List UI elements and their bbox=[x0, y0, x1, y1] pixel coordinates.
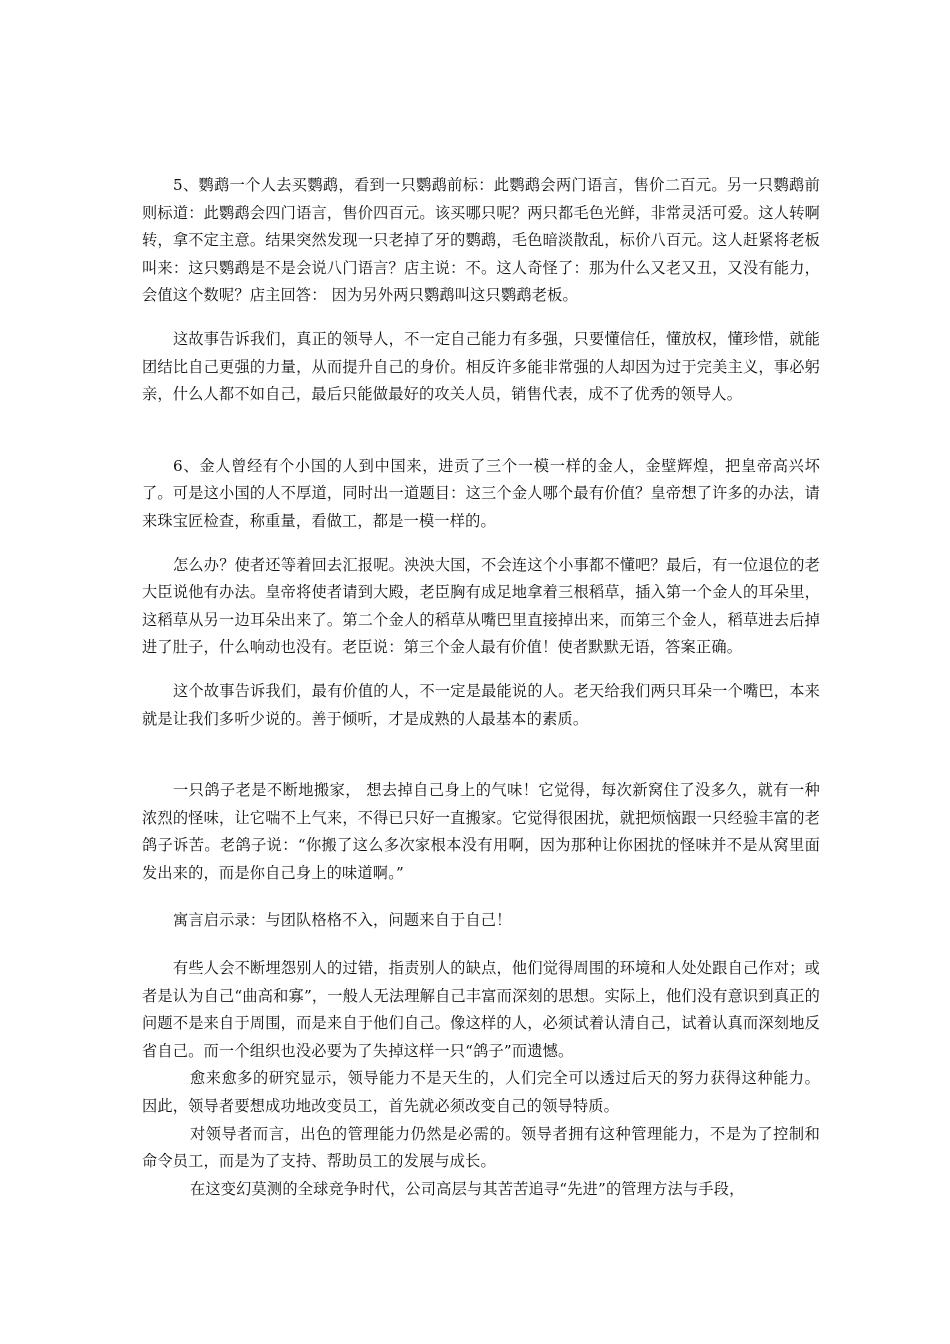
paragraph-golden-statue-lesson: 这个故事告诉我们，最有价值的人，不一定是最能说的人。老天给我们两只耳朵一个嘴巴，本来就是让我们多听少说的。善于倾听，才是成熟的人最基本的素质。 bbox=[142, 681, 820, 728]
paragraph-golden-statue-answer: 怎么办？使者还等着回去汇报呢。泱泱大国，不会连这个小事都不懂吧？最后，有一位退位的老大臣说他有办法。皇帝将使者请到大殿，老臣胸有成足地拿着三根稻草，插入第一个金人的耳朵里，这稻草从另一边耳朵出来了。第二个金人的稻草从嘴巴里直接掉出来，而第三个金人，稻草进去后掉进了肚子，什么响动也没有。老臣说：第三个金人最有价值！使者默默无语，答案正确。 bbox=[142, 555, 820, 657]
paragraph-management-ability: 对领导者而言，出色的管理能力仍然是必需的。领导者拥有这种管理能力，不是为了控制和命令员工，而是为了支持、帮助员工的发展与成长。 bbox=[142, 1124, 820, 1171]
paragraph-golden-statue-story: 6、金人曾经有个小国的人到中国来，进贡了三个一模一样的金人，金壁辉煌，把皇帝高兴坏了。可是这小国的人不厚道，同时出一道题目：这三个金人哪个最有价值？皇帝想了许多的办法，请来珠宝匠检查，称重量，看做工，都是一模一样的。 bbox=[142, 456, 820, 530]
paragraph-fable-insight: 寓言启示录：与团队格格不入，问题来自于自己！ bbox=[173, 911, 512, 930]
paragraph-parrot-lesson: 这故事告诉我们，真正的领导人，不一定自己能力有多强，只要懂信任，懂放权，懂珍惜，就能团结比自己更强的力量，从而提升自己的身价。相反许多能非常强的人却因为过于完美主义，事必躬亲，什么人都不如自己，最后只能做最好的攻关人员，销售代表，成不了优秀的领导人。 bbox=[142, 329, 820, 404]
paragraph-parrot-story: 5、鹦鹉一个人去买鹦鹉，看到一只鹦鹉前标：此鹦鹉会两门语言，售价二百元。另一只鹦鹉前则标道：此鹦鹉会四门语言，售价四百元。该买哪只呢？两只都毛色光鲜，非常灵活可爱。这人转啊转，拿不定主意。结果突然发现一只老掉了牙的鹦鹉，毛色暗淡散乱，标价八百元。这人赶紧将老板叫来：这只鹦鹉是不是会说八门语言？店主说：不。这人奇怪了：那为什么又老又丑，又没有能力，会值这个数呢？店主回答： 因为另外两只鹦鹉叫这只鹦鹉老板。 bbox=[142, 176, 820, 305]
paragraph-blame-others: 有些人会不断埋怨别人的过错，指责别人的缺点，他们觉得周围的环境和人处处跟自己作对；或者是认为自己“曲高和寡”，一般人无法理解自己丰富而深刻的思想。实际上，他们没有意识到真正的问题不是来自于周围，而是来自于他们自己。像这样的人，必须试着认清自己，试着认真而深刻地反省自己。而一个组织也没必要为了失掉这样一只“鸽子”而遗憾。 bbox=[142, 959, 820, 1060]
paragraph-pigeon-story: 一只鸽子老是不断地搬家， 想去掉自己身上的气味！它觉得，每次新窝住了没多久，就有一种浓烈的怪味，让它喘不上气来，不得已只好一直搬家。它觉得很困扰，就把烦恼跟一只经验丰富的老鸽子诉苦。老鸽子说：“你搬了这么多次家根本没有用啊，因为那种让你困扰的怪味并不是从窝里面发出来的，而是你自己身上的味道啊。” bbox=[142, 781, 820, 882]
document-body bbox=[142, 172, 820, 1203]
paragraph-global-competition: 在这变幻莫测的全球竞争时代，公司高层与其苦苦追寻“先进”的管理方法与手段， bbox=[190, 1179, 745, 1198]
paragraph-leadership-learned: 愈来愈多的研究显示，领导能力不是天生的，人们完全可以透过后天的努力获得这种能力。因此，领导者要想成功地改变员工，首先就必须改变自己的领导特质。 bbox=[142, 1069, 820, 1116]
